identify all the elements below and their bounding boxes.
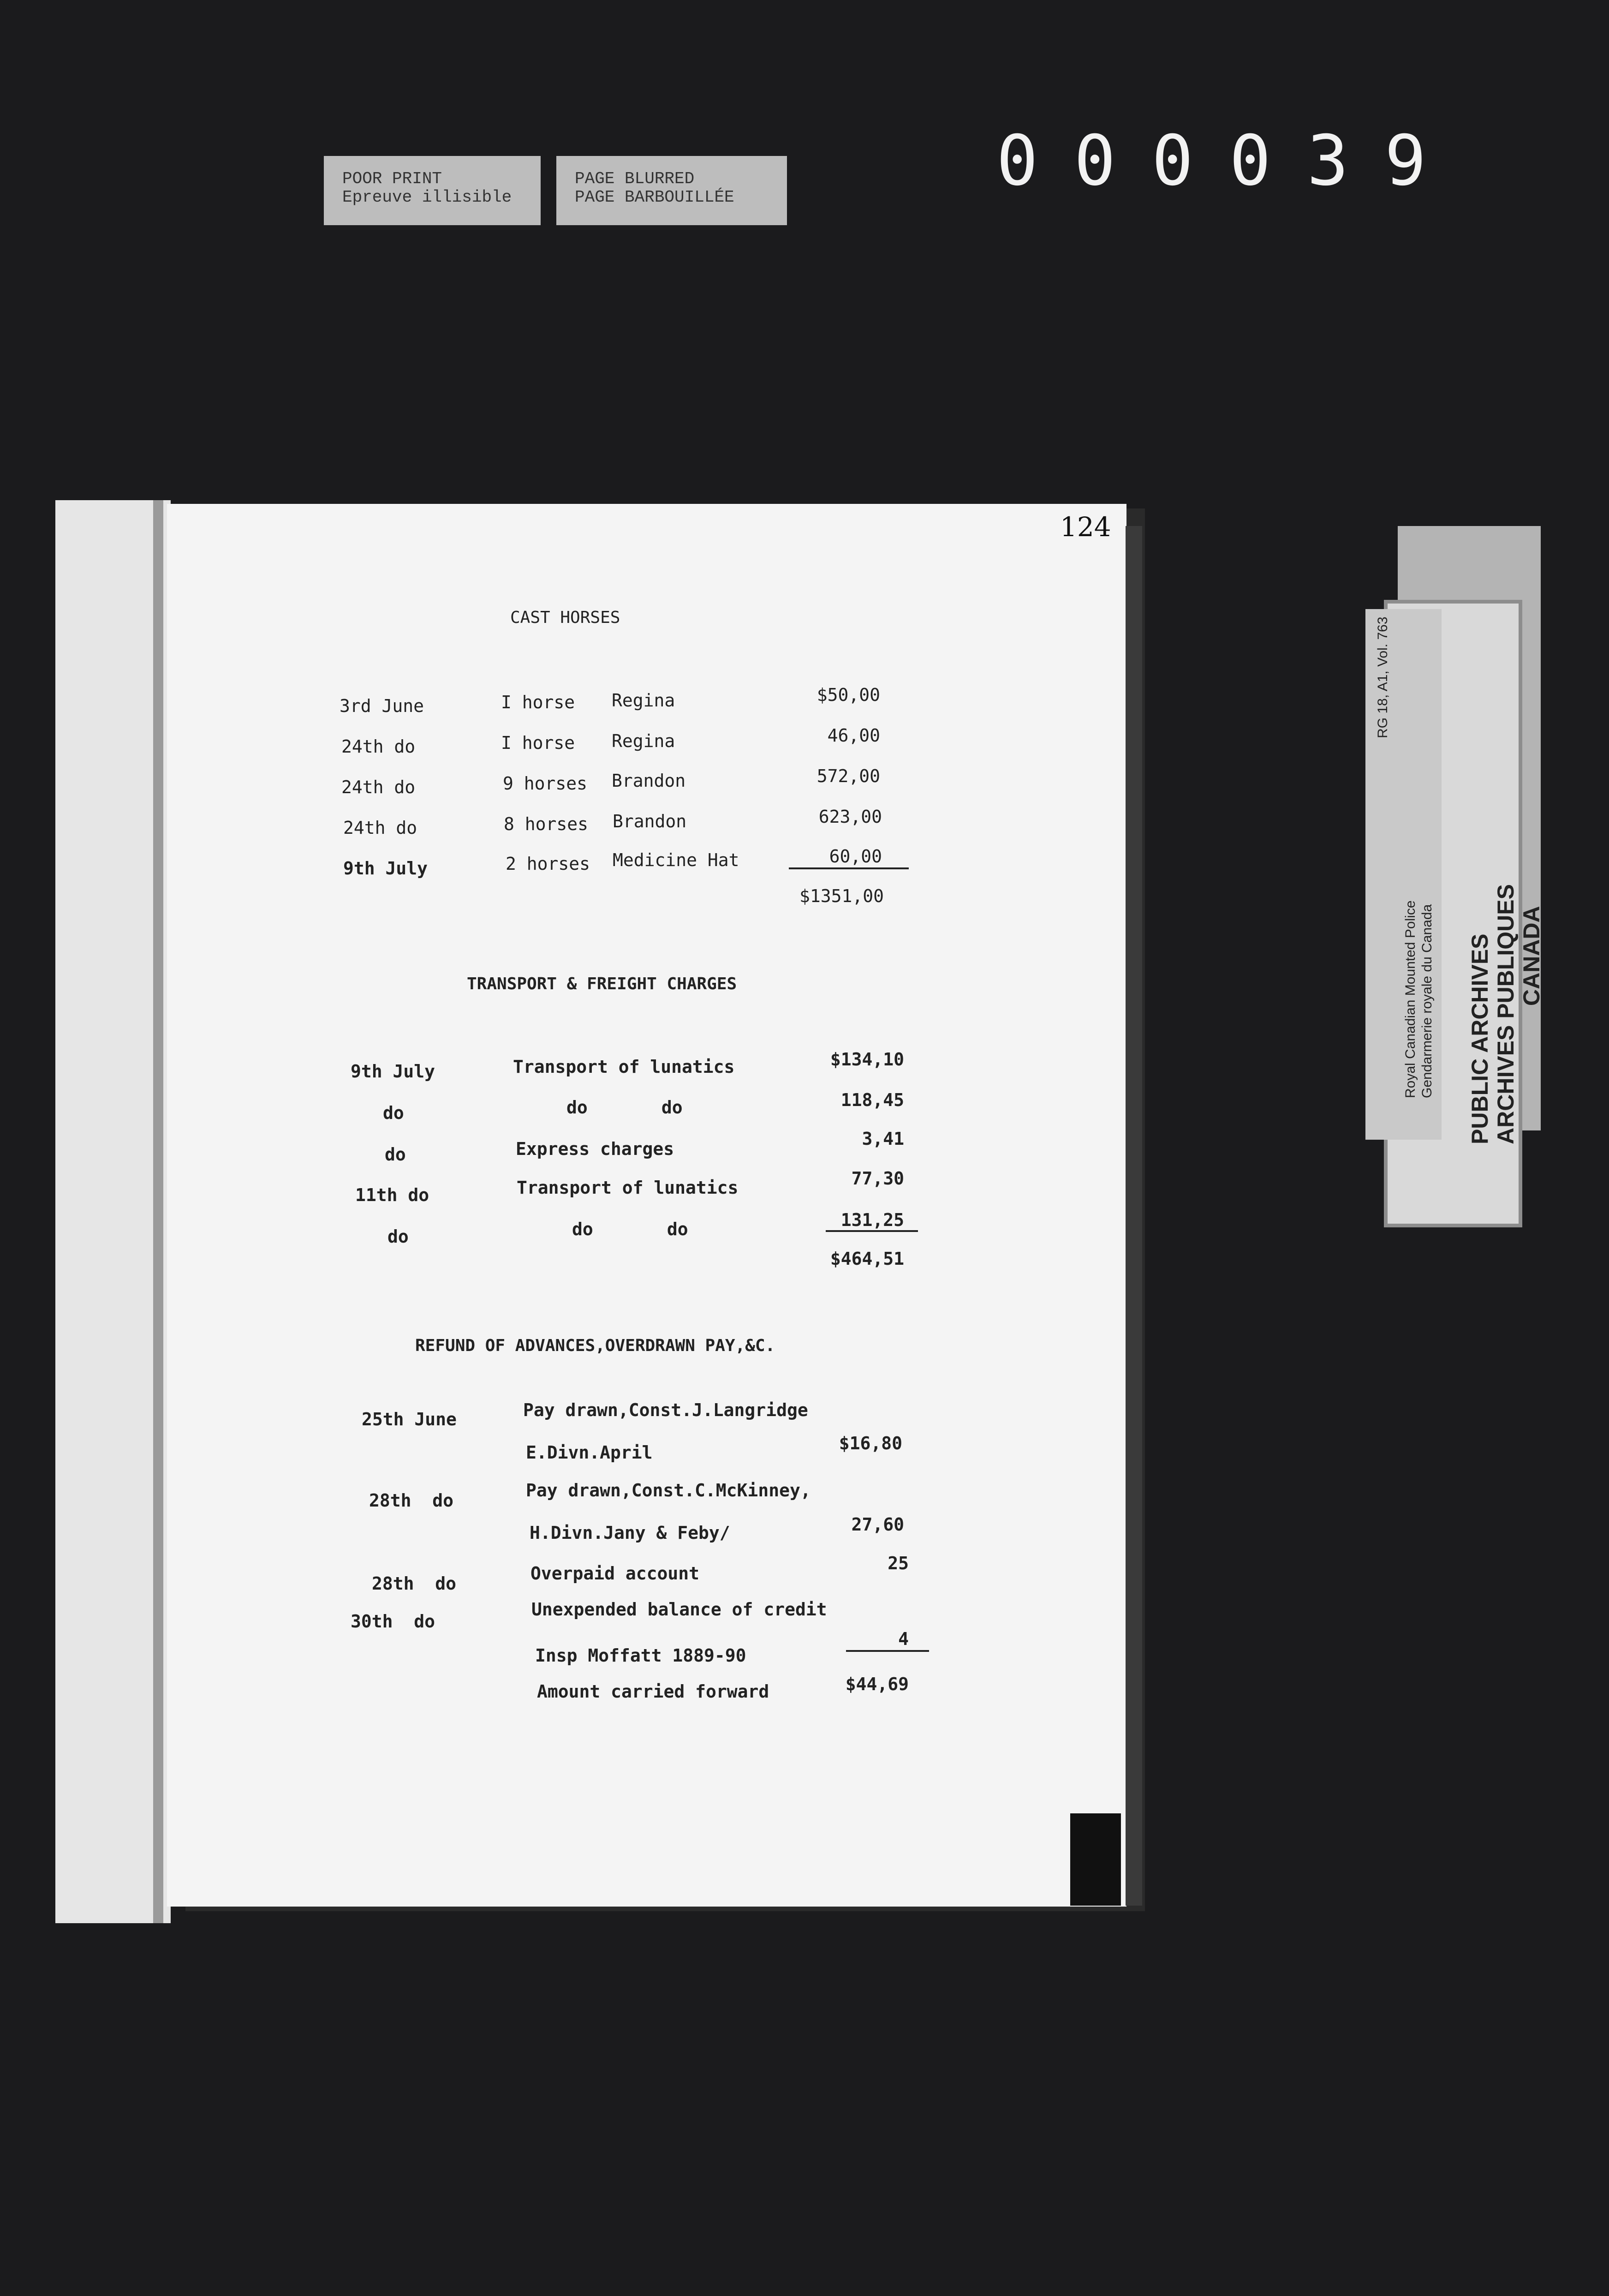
stamp-line: PAGE BLURRED	[575, 169, 695, 188]
row-date: do	[387, 1226, 409, 1247]
row-desc: Pay drawn,Const.J.Langridge	[523, 1400, 808, 1420]
section-total: $44,69	[845, 1674, 909, 1694]
row-place: Medicine Hat	[613, 850, 739, 870]
row-desc: 9 horses	[503, 773, 588, 794]
row-amount: 131,25	[840, 1210, 904, 1230]
row-date: 28th do	[372, 1573, 457, 1594]
public-archives-label	[1467, 729, 1544, 1144]
tab-line: Royal Canadian Mounted Police	[1403, 900, 1418, 1098]
row-place: Regina	[612, 690, 675, 711]
poor-print-stamp	[324, 156, 541, 225]
row-amount: 572,00	[816, 766, 880, 786]
tab-line: ARCHIVES PUBLIQUES	[1493, 884, 1519, 1144]
stamp-line: Epreuve illisible	[342, 188, 512, 207]
section-total: $464,51	[830, 1249, 904, 1269]
row-desc: 8 horses	[504, 814, 589, 834]
row-amount: 623,00	[818, 807, 882, 827]
row-date: 9th July	[351, 1061, 435, 1082]
row-date: 28th do	[369, 1490, 454, 1511]
row-desc: Overpaid account	[530, 1563, 700, 1584]
total-rule	[826, 1230, 918, 1232]
frame-number: 000039	[996, 121, 1462, 201]
row-amount: 118,45	[840, 1090, 904, 1110]
row-desc: Transport of lunatics	[517, 1178, 739, 1198]
row-amount: 4	[898, 1629, 909, 1649]
row-amount: $16,80	[839, 1433, 902, 1453]
row-desc: do do	[572, 1219, 688, 1239]
total-rule	[789, 867, 909, 869]
row-desc: E.Divn.April	[526, 1442, 653, 1463]
row-amount: $134,10	[830, 1049, 904, 1070]
total-rule	[846, 1650, 929, 1652]
section-heading: REFUND OF ADVANCES,OVERDRAWN PAY,&C.	[415, 1336, 775, 1355]
row-amount: 46,00	[827, 725, 880, 746]
row-desc: do do	[566, 1097, 683, 1118]
total-label: Amount carried forward	[537, 1681, 769, 1702]
tab-line: CANADA	[1519, 906, 1544, 1006]
page-corner-shadow	[1070, 1813, 1121, 1906]
tab-line: PUBLIC ARCHIVES	[1467, 933, 1493, 1144]
row-amount: 3,41	[862, 1129, 904, 1149]
row-desc: I horse	[501, 692, 575, 712]
row-amount: 25	[888, 1553, 909, 1573]
page-blurred-stamp	[556, 156, 787, 225]
row-desc: Insp Moffatt 1889-90	[535, 1645, 746, 1666]
page-shadow	[1126, 526, 1142, 1906]
row-place: Brandon	[613, 811, 687, 831]
section-heading: CAST HORSES	[510, 608, 620, 627]
row-place: Regina	[612, 731, 675, 751]
row-date: 9th July	[343, 858, 428, 879]
row-desc: 2 horses	[506, 854, 590, 874]
row-amount: 77,30	[851, 1168, 904, 1189]
row-date: do	[383, 1103, 404, 1123]
stamp-line: POOR PRINT	[342, 169, 442, 188]
row-date: 24th do	[341, 736, 416, 757]
stamp-line: PAGE BARBOUILLÉE	[575, 188, 734, 207]
tab-line: RG 18, A1, Vol. 763	[1375, 616, 1390, 738]
row-desc: Transport of lunatics	[513, 1057, 735, 1077]
row-desc: H.Divn.Jany & Feby/	[530, 1523, 730, 1543]
row-amount: $50,00	[816, 685, 880, 705]
row-date: 25th June	[362, 1409, 457, 1429]
archive-reference-label	[1375, 616, 1436, 1098]
tab-line: Gendarmerie royale du Canada	[1419, 904, 1435, 1098]
row-date: 24th do	[341, 777, 416, 797]
row-date: 3rd June	[340, 696, 424, 716]
row-date: do	[385, 1144, 406, 1165]
row-date: 30th do	[351, 1611, 435, 1632]
section-total: $1351,00	[799, 886, 884, 906]
page-number: 124	[1060, 511, 1111, 543]
row-place: Brandon	[612, 771, 686, 791]
binding-edge	[153, 500, 163, 1923]
row-desc: Unexpended balance of credit	[531, 1599, 827, 1620]
row-date: 24th do	[343, 818, 417, 838]
row-desc: I horse	[501, 733, 575, 753]
row-desc: Pay drawn,Const.C.McKinney,	[526, 1480, 811, 1501]
row-amount: 27,60	[851, 1514, 904, 1535]
row-desc: Express charges	[516, 1139, 674, 1159]
row-amount: 60,00	[829, 846, 882, 867]
section-heading: TRANSPORT & FREIGHT CHARGES	[467, 975, 737, 993]
row-date: 11th do	[355, 1185, 429, 1205]
